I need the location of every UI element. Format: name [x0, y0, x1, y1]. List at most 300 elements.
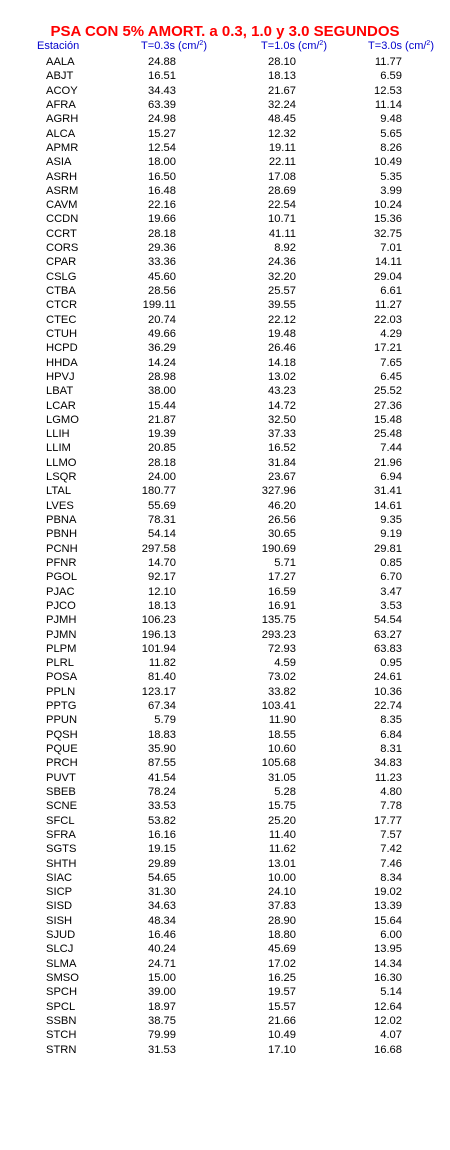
data-table — [0, 55, 450, 1057]
t10-value-cell: 18.80 — [268, 929, 296, 942]
station-cell: SPCH — [46, 986, 78, 999]
t10-value-cell: 19.11 — [268, 141, 296, 154]
t30-value-cell: 5.35 — [380, 170, 402, 183]
station-cell: ASRH — [46, 170, 78, 183]
t30-value-cell: 32.75 — [374, 227, 402, 240]
t03-value-cell: 19.66 — [148, 213, 176, 226]
station-cell: LTAL — [46, 485, 72, 498]
station-cell: PPTG — [46, 700, 77, 713]
t10-value-cell: 14.18 — [268, 356, 296, 369]
table-row — [0, 628, 450, 642]
t03-value-cell: 106.23 — [141, 614, 176, 627]
t30-value-cell: 22.03 — [374, 313, 402, 326]
t30-value-cell: 9.48 — [380, 113, 402, 126]
t03-value-cell: 28.98 — [148, 370, 176, 383]
t10-value-cell: 25.20 — [268, 814, 296, 827]
t03-value-cell: 199.11 — [142, 299, 176, 312]
t30-value-cell: 6.84 — [380, 728, 402, 741]
t03-value-cell: 35.90 — [148, 743, 176, 755]
t03-value-cell: 28.18 — [148, 227, 176, 240]
station-cell: CCRT — [46, 227, 77, 240]
station-cell: PJMH — [46, 614, 77, 627]
station-cell: LBAT — [46, 385, 74, 398]
t30-value-cell: 9.35 — [380, 514, 402, 526]
t30-value-cell: 8.31 — [380, 743, 402, 755]
table-row — [0, 599, 450, 613]
t03-value-cell: 180.77 — [141, 485, 176, 498]
table-row — [0, 799, 450, 813]
table-row — [0, 55, 450, 69]
t10-value-cell: 8.92 — [274, 242, 296, 255]
t30-value-cell: 5.65 — [380, 127, 402, 140]
column-header-t10 — [261, 39, 327, 53]
station-cell: SHTH — [46, 857, 77, 870]
table-row — [0, 656, 450, 670]
station-cell: APMR — [46, 141, 79, 154]
t03-value-cell: 36.29 — [148, 342, 176, 355]
t03-value-cell: 33.36 — [148, 256, 176, 269]
t30-value-cell: 27.36 — [374, 399, 402, 412]
t03-value-cell: 54.65 — [148, 871, 176, 884]
station-cell: ASRM — [46, 184, 79, 197]
table-row — [0, 957, 450, 971]
table-row — [0, 212, 450, 226]
table-row — [0, 499, 450, 513]
table-row — [0, 570, 450, 584]
t30-value-cell: 63.27 — [374, 628, 402, 641]
t03-value-cell: 78.24 — [148, 785, 176, 798]
station-cell: PCNH — [46, 542, 78, 555]
t03-value-cell: 40.24 — [148, 943, 176, 956]
t10-value-cell: 15.57 — [268, 1000, 296, 1013]
table-row — [0, 670, 450, 684]
station-cell: PLRL — [46, 657, 74, 670]
t03-value-cell: 78.31 — [148, 514, 176, 526]
t30-value-cell: 25.48 — [374, 428, 402, 441]
t10-value-cell: 105.68 — [261, 757, 296, 770]
t30-value-cell: 6.45 — [380, 370, 402, 383]
station-cell: ASIA — [46, 156, 72, 169]
t10-value-cell: 28.90 — [268, 914, 296, 927]
t10-value-cell: 28.10 — [268, 56, 296, 68]
table-row — [0, 1028, 450, 1042]
t03-value-cell: 19.15 — [148, 843, 176, 856]
table-row — [0, 985, 450, 999]
station-cell: LCAR — [46, 399, 76, 412]
station-cell: CTUH — [46, 327, 78, 340]
t03-value-cell: 49.66 — [148, 327, 176, 340]
t10-value-cell: 15.75 — [268, 800, 296, 813]
t10-value-cell: 26.56 — [268, 514, 296, 526]
t30-value-cell: 14.34 — [374, 957, 402, 970]
t30-value-cell: 29.81 — [374, 542, 402, 555]
t03-value-cell: 39.00 — [148, 986, 176, 999]
table-row — [0, 928, 450, 942]
t10-value-cell: 22.12 — [268, 313, 296, 326]
table-row — [0, 270, 450, 284]
t10-value-cell: 45.69 — [268, 943, 296, 956]
table-row — [0, 742, 450, 756]
column-header-t03-label: T=0.3s (cm/ — [141, 40, 200, 52]
t10-value-cell: 31.84 — [268, 456, 296, 469]
t03-value-cell: 18.83 — [148, 728, 176, 741]
station-cell: CTBA — [46, 285, 76, 297]
chart-title: PSA CON 5% AMORT. a 0.3, 1.0 y 3.0 SEGUNDOS — [50, 23, 400, 40]
table-row — [0, 857, 450, 871]
station-cell: STCH — [46, 1029, 77, 1042]
table-row — [0, 370, 450, 384]
t30-value-cell: 34.83 — [374, 757, 402, 770]
t03-value-cell: 38.75 — [148, 1014, 176, 1027]
station-cell: POSA — [46, 671, 78, 684]
table-row — [0, 127, 450, 141]
t30-value-cell: 6.59 — [380, 70, 402, 83]
t30-value-cell: 12.02 — [374, 1014, 402, 1027]
table-row — [0, 914, 450, 928]
table-row — [0, 513, 450, 527]
station-cell: LGMO — [46, 413, 79, 426]
station-cell: PPUN — [46, 714, 78, 727]
table-row — [0, 1000, 450, 1014]
station-cell: SJUD — [46, 929, 76, 942]
t10-value-cell: 10.00 — [268, 871, 296, 884]
t10-value-cell: 32.24 — [268, 98, 296, 111]
table-row — [0, 98, 450, 112]
t10-value-cell: 37.83 — [268, 900, 296, 913]
t30-value-cell: 6.00 — [380, 929, 402, 942]
t03-value-cell: 54.14 — [148, 528, 176, 541]
t03-value-cell: 22.16 — [148, 199, 176, 212]
t03-value-cell: 28.56 — [148, 285, 176, 297]
t30-value-cell: 3.47 — [380, 585, 402, 598]
t10-value-cell: 22.11 — [268, 156, 296, 169]
station-cell: PQSH — [46, 728, 78, 741]
station-cell: LSQR — [46, 471, 77, 484]
t10-value-cell: 25.57 — [268, 285, 296, 297]
column-header-t10-suffix: ) — [323, 40, 327, 52]
t10-value-cell: 24.10 — [268, 886, 296, 899]
station-cell: SISH — [46, 914, 73, 927]
t10-value-cell: 4.59 — [274, 657, 296, 670]
t10-value-cell: 18.55 — [268, 728, 296, 741]
t30-value-cell: 4.80 — [380, 785, 402, 798]
station-cell: PUVT — [46, 771, 76, 784]
table-row — [0, 384, 450, 398]
t30-value-cell: 22.74 — [374, 700, 402, 713]
station-cell: PFNR — [46, 556, 77, 569]
table-row — [0, 84, 450, 98]
station-cell: PPLN — [46, 685, 76, 698]
t30-value-cell: 3.99 — [380, 184, 402, 197]
t03-value-cell: 53.82 — [148, 814, 176, 827]
table-row — [0, 356, 450, 370]
station-cell: SISD — [46, 900, 73, 913]
t03-value-cell: 16.50 — [148, 170, 176, 183]
station-cell: LLMO — [46, 456, 77, 469]
t10-value-cell: 22.54 — [268, 199, 296, 212]
t10-value-cell: 33.82 — [268, 685, 296, 698]
table-row — [0, 141, 450, 155]
t10-value-cell: 32.20 — [268, 270, 296, 283]
column-header-t03-exponent: 2 — [199, 40, 204, 47]
t10-value-cell: 17.08 — [268, 170, 296, 183]
station-cell: ALCA — [46, 127, 76, 140]
t30-value-cell: 7.46 — [380, 857, 402, 870]
t30-value-cell: 15.64 — [374, 914, 402, 927]
t03-value-cell: 92.17 — [148, 571, 176, 584]
t30-value-cell: 24.61 — [374, 671, 402, 684]
t10-value-cell: 10.49 — [268, 1029, 296, 1042]
station-cell: SPCL — [46, 1000, 76, 1013]
table-row — [0, 542, 450, 556]
station-cell: CPAR — [46, 256, 77, 269]
table-row — [0, 184, 450, 198]
table-row — [0, 470, 450, 484]
t03-value-cell: 20.74 — [148, 313, 176, 326]
t10-value-cell: 37.33 — [268, 428, 296, 441]
t03-value-cell: 16.16 — [148, 828, 176, 841]
t03-value-cell: 45.60 — [148, 270, 176, 283]
column-header-t30-label: T=3.0s (cm/ — [368, 40, 427, 52]
station-cell: PRCH — [46, 757, 78, 770]
t30-value-cell: 10.24 — [374, 199, 402, 212]
t10-value-cell: 21.66 — [268, 1014, 296, 1027]
table-row — [0, 413, 450, 427]
t10-value-cell: 73.02 — [268, 671, 296, 684]
table-row — [0, 1043, 450, 1057]
table-row — [0, 313, 450, 327]
table-row — [0, 155, 450, 169]
station-cell: PQUE — [46, 743, 78, 755]
t03-value-cell: 16.51 — [148, 70, 176, 83]
table-row — [0, 69, 450, 83]
table-row — [0, 427, 450, 441]
t10-value-cell: 39.55 — [268, 299, 296, 312]
t30-value-cell: 7.78 — [380, 800, 402, 813]
table-row — [0, 885, 450, 899]
t10-value-cell: 26.46 — [268, 342, 296, 355]
t03-value-cell: 41.54 — [148, 771, 176, 784]
t10-value-cell: 28.69 — [268, 184, 296, 197]
t30-value-cell: 0.95 — [380, 657, 402, 670]
table-row — [0, 842, 450, 856]
t30-value-cell: 11.14 — [374, 98, 402, 111]
station-cell: ABJT — [46, 70, 74, 83]
station-cell: LVES — [46, 499, 74, 512]
t30-value-cell: 6.70 — [380, 571, 402, 584]
t10-value-cell: 23.67 — [268, 471, 296, 484]
t10-value-cell: 19.57 — [268, 986, 296, 999]
station-cell: CCDN — [46, 213, 79, 226]
t03-value-cell: 31.30 — [148, 886, 176, 899]
t10-value-cell: 43.23 — [268, 385, 296, 398]
t30-value-cell: 6.61 — [380, 285, 402, 297]
t03-value-cell: 12.10 — [148, 585, 176, 598]
table-row — [0, 241, 450, 255]
t03-value-cell: 297.58 — [141, 542, 176, 555]
t03-value-cell: 34.63 — [148, 900, 176, 913]
t10-value-cell: 11.40 — [268, 828, 296, 841]
t10-value-cell: 17.02 — [268, 957, 296, 970]
t30-value-cell: 0.85 — [380, 556, 402, 569]
column-header-t30 — [368, 39, 434, 53]
t03-value-cell: 29.36 — [148, 242, 176, 255]
t30-value-cell: 63.83 — [374, 642, 402, 655]
table-row — [0, 713, 450, 727]
t03-value-cell: 24.98 — [148, 113, 176, 126]
t03-value-cell: 196.13 — [141, 628, 176, 641]
table-row — [0, 728, 450, 742]
t30-value-cell: 16.68 — [374, 1043, 402, 1056]
t03-value-cell: 24.88 — [148, 56, 176, 68]
t30-value-cell: 17.21 — [374, 342, 402, 355]
station-cell: SLCJ — [46, 943, 74, 956]
t10-value-cell: 293.23 — [261, 628, 296, 641]
table-row — [0, 613, 450, 627]
t03-value-cell: 15.00 — [148, 972, 176, 984]
table-row — [0, 642, 450, 656]
table-row — [0, 685, 450, 699]
t03-value-cell: 14.70 — [148, 556, 176, 569]
table-row — [0, 556, 450, 570]
t10-value-cell: 19.48 — [268, 327, 296, 340]
station-cell: CORS — [46, 242, 79, 255]
t03-value-cell: 101.94 — [141, 642, 176, 655]
t30-value-cell: 7.57 — [380, 828, 402, 841]
t03-value-cell: 38.00 — [148, 385, 176, 398]
t10-value-cell: 31.05 — [268, 771, 296, 784]
station-cell: LLIM — [46, 442, 71, 455]
t30-value-cell: 11.77 — [374, 56, 402, 68]
t30-value-cell: 4.29 — [380, 327, 402, 340]
t30-value-cell: 3.53 — [380, 599, 402, 612]
t30-value-cell: 8.34 — [380, 871, 402, 884]
t03-value-cell: 18.00 — [148, 156, 176, 169]
t30-value-cell: 7.44 — [380, 442, 402, 455]
t03-value-cell: 21.87 — [148, 413, 176, 426]
table-row — [0, 341, 450, 355]
station-cell: SCNE — [46, 800, 78, 813]
t30-value-cell: 11.23 — [374, 771, 402, 784]
column-header-t03 — [141, 39, 207, 53]
t30-value-cell: 29.04 — [374, 270, 402, 283]
t30-value-cell: 15.48 — [374, 413, 402, 426]
t10-value-cell: 17.10 — [268, 1043, 296, 1056]
station-cell: PBNH — [46, 528, 78, 541]
t03-value-cell: 79.99 — [148, 1029, 176, 1042]
station-cell: CTCR — [46, 299, 78, 312]
t30-value-cell: 31.41 — [374, 485, 402, 498]
t10-value-cell: 13.02 — [268, 370, 296, 383]
t03-value-cell: 14.24 — [148, 356, 176, 369]
station-cell: HPVJ — [46, 370, 75, 383]
table-row — [0, 527, 450, 541]
t10-value-cell: 12.32 — [268, 127, 296, 140]
t30-value-cell: 13.95 — [374, 943, 402, 956]
t03-value-cell: 63.39 — [148, 98, 176, 111]
t10-value-cell: 14.72 — [268, 399, 296, 412]
t10-value-cell: 135.75 — [261, 614, 296, 627]
t03-value-cell: 48.34 — [148, 914, 176, 927]
station-cell: PGOL — [46, 571, 78, 584]
station-cell: PBNA — [46, 514, 77, 526]
t03-value-cell: 24.00 — [148, 471, 176, 484]
t30-value-cell: 17.77 — [374, 814, 402, 827]
t03-value-cell: 12.54 — [148, 141, 176, 154]
column-header-station — [37, 39, 79, 53]
t03-value-cell: 18.13 — [148, 599, 176, 612]
t10-value-cell: 327.96 — [261, 485, 296, 498]
table-row — [0, 899, 450, 913]
t10-value-cell: 190.69 — [261, 542, 296, 555]
t30-value-cell: 8.26 — [380, 141, 402, 154]
t03-value-cell: 20.85 — [148, 442, 176, 455]
t30-value-cell: 12.53 — [374, 84, 402, 97]
t03-value-cell: 16.46 — [148, 929, 176, 942]
table-row — [0, 771, 450, 785]
t03-value-cell: 28.18 — [148, 456, 176, 469]
t30-value-cell: 11.27 — [374, 299, 402, 312]
station-cell: SFCL — [46, 814, 75, 827]
t30-value-cell: 6.94 — [380, 471, 402, 484]
table-row — [0, 484, 450, 498]
t10-value-cell: 5.71 — [274, 556, 296, 569]
station-cell: SMSO — [46, 972, 79, 984]
t03-value-cell: 34.43 — [148, 84, 176, 97]
table-row — [0, 585, 450, 599]
t10-value-cell: 21.67 — [268, 84, 296, 97]
t30-value-cell: 10.49 — [374, 156, 402, 169]
t10-value-cell: 10.71 — [268, 213, 296, 226]
t03-value-cell: 81.40 — [148, 671, 176, 684]
station-cell: PLPM — [46, 642, 77, 655]
t10-value-cell: 16.91 — [268, 599, 296, 612]
t30-value-cell: 19.02 — [374, 886, 402, 899]
station-cell: LLIH — [46, 428, 70, 441]
t10-value-cell: 46.20 — [268, 499, 296, 512]
t10-value-cell: 11.90 — [268, 714, 296, 727]
t30-value-cell: 15.36 — [374, 213, 402, 226]
station-cell: SLMA — [46, 957, 77, 970]
station-cell: SSBN — [46, 1014, 77, 1027]
station-cell: CSLG — [46, 270, 77, 283]
table-row — [0, 871, 450, 885]
column-header-t10-exponent: 2 — [319, 40, 324, 47]
station-cell: ACOY — [46, 84, 78, 97]
table-row — [0, 971, 450, 985]
station-cell: PJAC — [46, 585, 75, 598]
t30-value-cell: 7.65 — [380, 356, 402, 369]
station-cell: SICP — [46, 886, 73, 899]
table-row — [0, 284, 450, 298]
station-cell: HCPD — [46, 342, 78, 355]
table-row — [0, 814, 450, 828]
t30-value-cell: 21.96 — [374, 456, 402, 469]
t30-value-cell: 10.36 — [374, 685, 402, 698]
station-cell: AALA — [46, 56, 75, 68]
t10-value-cell: 17.27 — [268, 571, 296, 584]
table-row — [0, 456, 450, 470]
t10-value-cell: 16.59 — [268, 585, 296, 598]
table-row — [0, 327, 450, 341]
t30-value-cell: 25.52 — [374, 385, 402, 398]
t03-value-cell: 123.17 — [141, 685, 176, 698]
t10-value-cell: 48.45 — [268, 113, 296, 126]
station-cell: CTEC — [46, 313, 77, 326]
t10-value-cell: 13.01 — [268, 857, 296, 870]
table-row — [0, 756, 450, 770]
t10-value-cell: 72.93 — [268, 642, 296, 655]
